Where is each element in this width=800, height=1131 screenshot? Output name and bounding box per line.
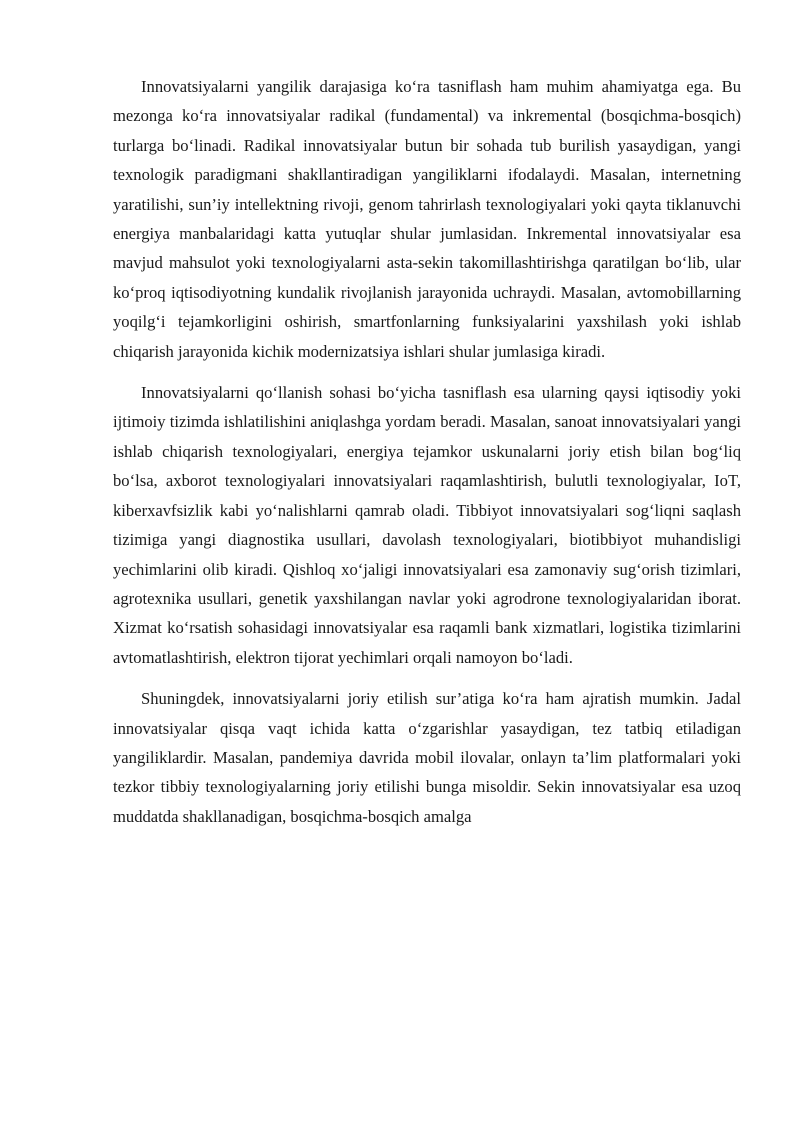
paragraph-joriy-etilish-surati: Shuningdek, innovatsiyalarni joriy etilish sur’atiga ko‘ra ham ajratish mumkin. Jadal innovatsiyalar qisqa vaqt ichida katta o‘zgarishlar yasaydigan, tez tatbiq etiladigan yangiliklardir. Masalan, pandemiya davrida mobil ilovalar, onlayn ta’lim platformalari yoki tezkor tibbiy texnologiyalarning joriy etilishi bunga misoldir. Sekin innovatsiyalar esa uzoq muddatda shakllanadigan, bosqichma-bosqich amalga [113, 689, 741, 826]
paragraph-yangilik-darajasi: Innovatsiyalarni yangilik darajasiga ko‘ra tasniflash ham muhim ahamiyatga ega. Bu mezonga ko‘ra innovatsiyalar radikal (fundamental) va inkremental (bosqichma-bosqich) turlarga bo‘linadi. Radikal innovatsiyalar butun bir sohada tub burilish yasaydigan, yangi texnologik paradigmani shakllantiradigan yangiliklarni ifodalaydi. Masalan, internetning yaratilishi, sun’iy intellektning rivoji, genom tahrirlash texnologiyalari yoki qayta tiklanuvchi energiya manbalaridagi katta yutuqlar shular jumlasidan. Inkremental innovatsiyalar esa mavjud mahsulot yoki texnologiyalarni asta-sekin takomillashtirishga qaratilgan bo‘lib, ular ko‘proq iqtisodiyotning kundalik rivojlanish jarayonida uchraydi. Masalan, avtomobillarning yoqilg‘i tejamkorligini oshirish, smartfonlarning funksiyalarini yaxshilash yoki ishlab chiqarish jarayonida kichik modernizatsiya ishlari shular jumlasiga kiradi. [113, 77, 741, 361]
paragraph-qollanish-sohasi: Innovatsiyalarni qo‘llanish sohasi bo‘yicha tasniflash esa ularning qaysi iqtisodiy yoki ijtimoiy tizimda ishlatilishini aniqlashga yordam beradi. Masalan, sanoat innovatsiyalari yangi ishlab chiqarish texnologiyalari, energiya tejamkor uskunalarni joriy etish bilan bog‘liq bo‘lsa, axborot texnologiyalari innovatsiyalari raqamlashtirish, bulutli texnologiyalar, IoT, kiberxavfsizlik kabi yo‘nalishlarni qamrab oladi. Tibbiyot innovatsiyalari sog‘liqni saqlash tizimiga yangi diagnostika usullari, davolash texnologiyalari, biotibbiyot muhandisligi yechimlarini olib kiradi. Qishloq xo‘jaligi innovatsiyalari esa zamonaviy sug‘orish tizimlari, agrotexnika usullari, genetik yaxshilangan navlar yoki agrodrone texnologiyalaridan iborat. Xizmat ko‘rsatish sohasidagi innovatsiyalar esa raqamli bank xizmatlari, logistika tizimlarini avtomatlashtirish, elektron tijorat yechimlari orqali namoyon bo‘ladi. [113, 383, 741, 667]
document-page [113, 72, 741, 843]
